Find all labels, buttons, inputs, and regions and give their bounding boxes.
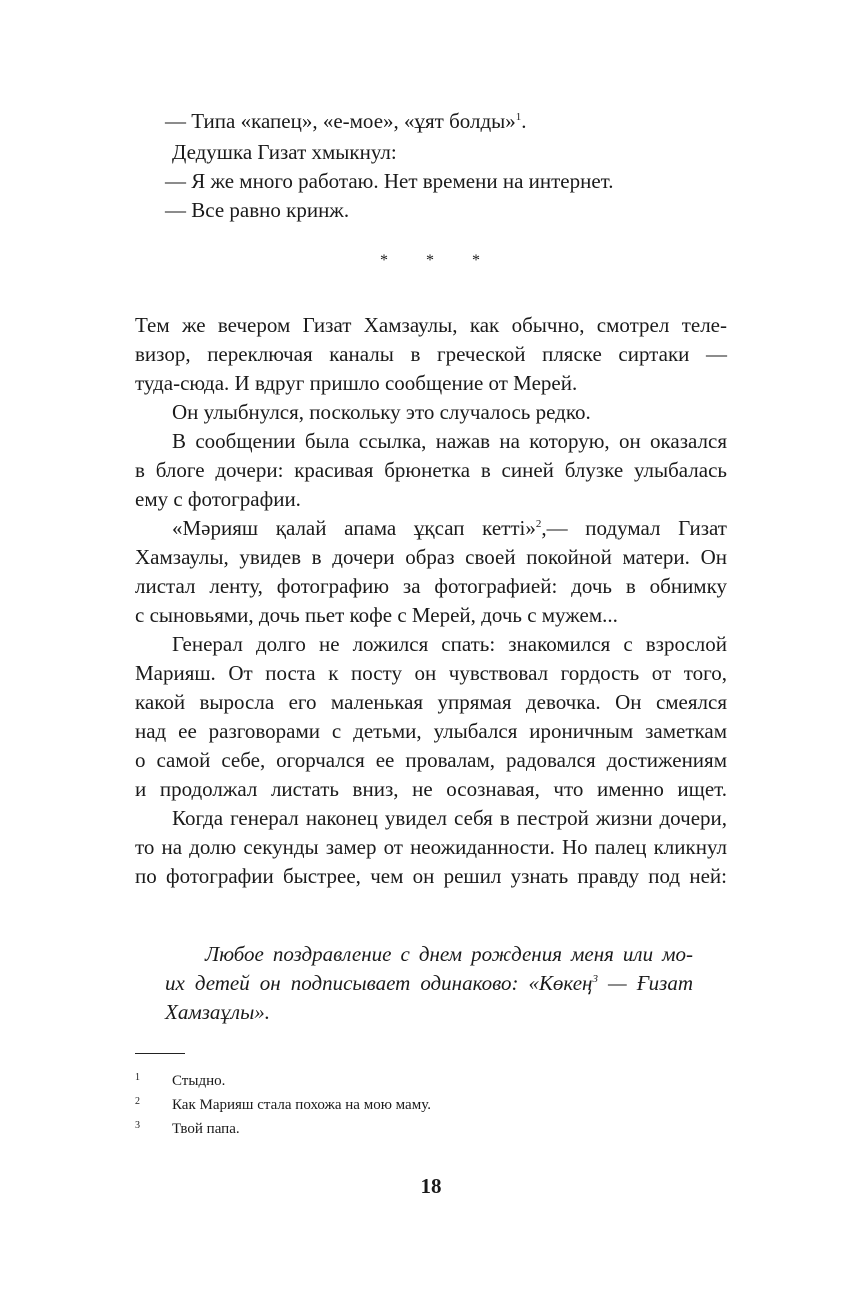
footnote-3 [135,1119,240,1139]
separator-star: * [472,252,480,269]
dialogue-line-3: — Я же много работаю. Нет времени на интернет. [165,169,614,193]
paragraph-1-line-1: Тем же вечером Гизат Хамзаулы, как обычно, смотрел теле- [135,313,727,337]
footnote-1 [135,1071,225,1091]
paragraph-2-line-1: Он улыбнулся, поскольку это случалось редко. [172,400,591,424]
footnote-divider [135,1053,185,1054]
paragraph-5-line-1: Генерал долго не ложился спать: знакомился с взрослой [172,632,727,656]
footnote-number: 3 [135,1120,140,1131]
quote-line-1: Любое поздравление с днем рождения меня или мо- [205,942,693,966]
paragraph-5-line-3: какой выросла его маленькая упрямая девочка. Он смеялся [135,690,727,714]
paragraph-5-line-5: о самой себе, огорчался ее провалам, радовался достижениям [135,748,727,772]
footnote-2 [135,1095,431,1115]
quote-line-3: Хамзаұлы». [165,1000,271,1024]
footnote-marker-3: 3 [592,973,598,985]
paragraph-4-line-2: Хамзаулы, увидев в дочери образ своей покойной матери. Он [135,545,727,569]
paragraph-6-line-3: по фотографии быстрее, чем он решил узнать правду под ней: [135,864,727,888]
separator-star: * [426,252,434,269]
paragraph-3-line-3: ему с фотографии. [135,487,301,511]
paragraph-3-line-1: В сообщении была ссылка, нажав на которую, он оказался [172,429,727,453]
paragraph-3-line-2: в блоге дочери: красивая брюнетка в синей блузке улыбалась [135,458,727,482]
scene-separator [380,252,480,270]
paragraph-1-line-3: туда-сюда. И вдруг пришло сообщение от Мерей. [135,371,578,395]
dialogue-line-2: Дедушка Гизат хмыкнул: [172,140,397,164]
dialogue-line-1: — Типа «капец», «е-мое», «ұят болды»$^1$. [165,109,527,133]
paragraph-1-line-2: визор, переключая каналы в греческой пляске сиртаки — [135,342,727,366]
quote-line-2: их детей он подписывает одинаково: «Көкең$^3$ — Ғизат [165,971,693,995]
paragraph-4-line-3: листал ленту, фотографию за фотографией: дочь в обнимку [135,574,727,598]
separator-star: * [380,252,388,269]
footnote-text: Стыдно. [172,1073,226,1089]
footnote-marker-1: 1 [515,111,522,123]
footnote-marker-2: 2 [535,518,542,530]
footnote-text: Твой папа. [172,1121,240,1137]
paragraph-5-line-4: над ее разговорами с детьми, улыбался ироничным заметкам [135,719,727,743]
paragraph-5-line-2: Марияш. От поста к посту он чувствовал гордость от того, [135,661,727,685]
page-number: 18 [420,1174,442,1198]
footnote-text: Как Марияш стала похожа на мою маму. [172,1097,431,1113]
paragraph-6-line-2: то на долю секунды замер от неожиданности. Но палец кликнул [135,835,727,859]
footnote-number: 2 [135,1096,140,1107]
paragraph-6-line-1: Когда генерал наконец увидел себя в пестрой жизни дочери, [172,806,727,830]
paragraph-4-line-4: с сыновьями, дочь пьет кофе с Мерей, дочь с мужем... [135,603,618,627]
dialogue-line-4: — Все равно кринж. [165,198,350,222]
footnote-number: 1 [135,1072,140,1083]
paragraph-5-line-6: и продолжал листать вниз, не осознавая, что именно ищет. [135,777,727,801]
paragraph-4-line-1: «Мәрияш қалай апама ұқсап кетті»$^2$,— подумал Гизат [172,516,727,540]
